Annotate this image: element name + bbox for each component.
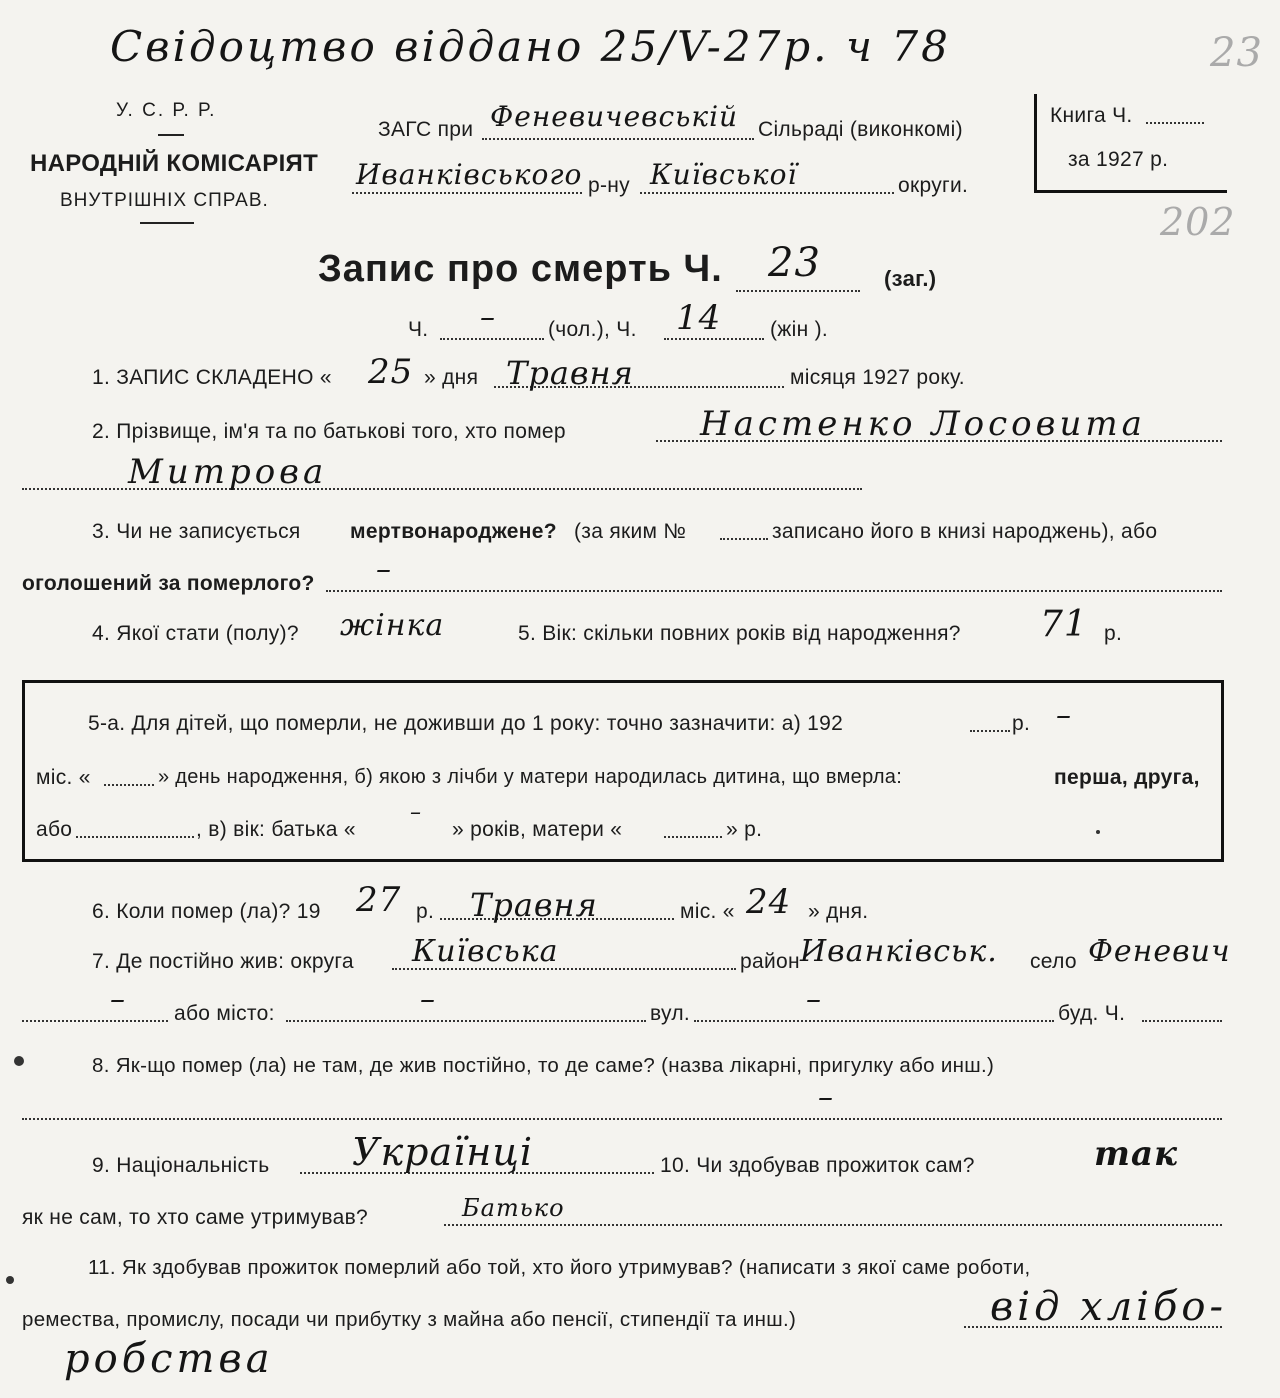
pencil-mark-top: 23 xyxy=(1210,30,1263,76)
f6-month-value: Травня xyxy=(470,886,598,924)
f9-nationality-value: Українці xyxy=(352,1130,533,1174)
zags-suffix: Сільраді (виконкомі) xyxy=(758,118,963,141)
zags-prefix: ЗАГС при xyxy=(378,118,474,141)
f5a-birth-order-options: перша, друга, xyxy=(1054,766,1200,789)
f8-label: 8. Як-що помер (ла) не там, де жив постійно, то де саме? (назва лікарні, пригулку або инш.) xyxy=(92,1054,995,1077)
f7-house-line xyxy=(1142,1020,1222,1022)
f1-day-suffix: » дня xyxy=(424,366,479,389)
f5a-other-line xyxy=(76,836,194,838)
record-number-line xyxy=(736,290,860,292)
f1-day-value: 25 xyxy=(368,352,414,392)
f7-row2-dash-3: – xyxy=(806,982,822,1017)
f5a-year-dash: – xyxy=(1056,698,1072,733)
f7-selo-label: село xyxy=(1030,950,1077,973)
f7-row2-dash-2: – xyxy=(420,982,436,1017)
f7-okruha-value: Київська xyxy=(412,934,559,969)
f6-label: 6. Коли помер (ла)? 19 xyxy=(92,900,321,923)
f3-declared-line xyxy=(326,590,1222,592)
handwritten-issuance-note: Свідоцтво віддано 25/V-27р. ч 78 xyxy=(110,22,951,71)
f7-selo-value: Феневич xyxy=(1088,934,1231,969)
f11-label-2: ремества, промислу, посади чи прибутку з майна або пенсії, стипендії та инш.) xyxy=(22,1308,797,1331)
pencil-mark-right: 202 xyxy=(1160,200,1236,244)
female-count-suffix: (жін ). xyxy=(770,318,829,341)
f5a-line-2b: » день народження, б) якою з лічби у матери народилась дитина, що вмерла: xyxy=(158,766,903,788)
f3-declared-dead-label: оголошений за померлого? xyxy=(22,572,315,595)
okruha-suffix: округи. xyxy=(898,174,969,197)
book-number-label: Книга Ч. xyxy=(1050,104,1133,127)
f5a-line-2a: міс. « xyxy=(36,766,91,789)
internal-affairs-label: ВНУТРІШНІХ СПРАВ. xyxy=(60,190,269,211)
f5-label: 5. Вік: скільки повних років від народження? xyxy=(518,622,961,645)
f5a-line-3c: » років, матери « xyxy=(452,818,623,841)
f6-day-suffix: » дня. xyxy=(808,900,869,923)
ink-speck xyxy=(14,1056,24,1066)
district-fill-line xyxy=(352,192,582,194)
record-title: Запис про смерть Ч. xyxy=(318,248,723,290)
f7-raion-label: район xyxy=(740,950,800,973)
district-suffix: р-ну xyxy=(588,174,630,197)
f11-value-2: робства xyxy=(64,1336,274,1382)
f7-street-label: вул. xyxy=(650,1002,691,1025)
f2-name-value-1: Настенко Лосовита xyxy=(700,404,1146,444)
record-number-value: 23 xyxy=(768,240,821,286)
zags-village-value: Феневичевській xyxy=(490,100,739,133)
f7-city-line xyxy=(286,1020,646,1022)
f3-declared-value: – xyxy=(376,552,392,587)
zags-fill-line xyxy=(482,138,754,140)
divider xyxy=(158,134,184,136)
f10-supporter-value: Батько xyxy=(462,1194,565,1222)
f6-year-suffix: р. xyxy=(416,900,435,923)
divider xyxy=(140,222,194,224)
f5a-year-line xyxy=(970,730,1010,732)
f7-raion-value: Иванківськ. xyxy=(800,934,998,969)
ussr-label: У. С. Р. Р. xyxy=(116,100,217,121)
f5a-father-age-value: – xyxy=(410,800,422,825)
f4-label: 4. Якої стати (полу)? xyxy=(92,622,299,645)
f5-age-value: 71 xyxy=(1040,604,1088,645)
f5a-line-3a: або xyxy=(36,818,73,841)
f7-street-line xyxy=(694,1020,1054,1022)
f7-house-label: буд. Ч. xyxy=(1058,1002,1126,1025)
f10-supporter-line xyxy=(444,1224,1222,1226)
f1-month-suffix: місяця 1927 року. xyxy=(790,366,965,389)
f3-number-line xyxy=(720,538,768,540)
f1-label: 1. ЗАПИС СКЛАДЕНО « xyxy=(92,366,332,389)
f10-supporter-label: як не сам, то хто саме утримував? xyxy=(22,1206,369,1229)
record-suffix: (заг.) xyxy=(884,266,937,291)
male-count-prefix: Ч. xyxy=(408,318,429,341)
f11-label-1: 11. Як здобував прожиток померлий або той, хто його утримував? (написати з якої саме роботи, xyxy=(88,1256,1031,1279)
f3-label-b: (за яким № xyxy=(574,520,687,543)
male-count-line xyxy=(440,338,544,340)
f5a-line-1: 5-а. Для дітей, що померли, не доживши до 1 року: точно зазначити: а) 192 xyxy=(88,712,844,735)
f2-label: 2. Прізвище, ім'я та по батькові того, хто помер xyxy=(92,420,566,443)
district-value: Иванківського xyxy=(356,158,583,191)
female-count-line xyxy=(664,338,764,340)
f8-value: – xyxy=(818,1080,834,1115)
okruha-fill-line xyxy=(640,192,894,194)
ink-speck xyxy=(1096,830,1100,834)
f11-value-1: від хлібо- xyxy=(990,1284,1227,1330)
female-count-value: 14 xyxy=(676,298,722,338)
book-year: за 1927 р. xyxy=(1068,148,1169,171)
f1-month-value: Травня xyxy=(506,354,634,392)
f5a-month-line xyxy=(104,784,154,786)
male-count-value: – xyxy=(480,300,496,335)
book-number-line xyxy=(1146,122,1204,124)
f6-day-value: 24 xyxy=(746,882,792,922)
f4-sex-value: жінка xyxy=(340,608,445,643)
f8-line xyxy=(22,1118,1222,1120)
f3-label-a: 3. Чи не записується xyxy=(92,520,301,543)
f5a-line-3b: , в) вік: батька « xyxy=(196,818,356,841)
f7-city-label: або місто: xyxy=(174,1002,275,1025)
f10-label: 10. Чи здобував прожиток сам? xyxy=(660,1154,975,1177)
f3-label-c: записано його в книзі народжень), або xyxy=(772,520,1158,543)
f7-label: 7. Де постійно жив: округа xyxy=(92,950,354,973)
f5a-line-3d: » р. xyxy=(726,818,763,841)
f10-value: так xyxy=(1094,1134,1179,1174)
f7-row2-line-a xyxy=(22,1020,168,1022)
f2-name-value-2: Митрова xyxy=(128,452,328,492)
male-count-suffix: (чол.), Ч. xyxy=(548,318,637,341)
f5-age-suffix: р. xyxy=(1104,622,1123,645)
f5a-year-suffix: р. xyxy=(1012,712,1031,735)
commissariat-label: НАРОДНІЙ КОМІСАРІЯТ xyxy=(30,150,319,177)
f9-label: 9. Національність xyxy=(92,1154,270,1177)
f6-month-suffix: міс. « xyxy=(680,900,735,923)
f3-stillborn-label: мертвонароджене? xyxy=(350,520,557,543)
f7-row2-dash-1: – xyxy=(110,982,126,1017)
okruha-value: Київської xyxy=(650,158,798,191)
ink-speck xyxy=(6,1276,14,1284)
f5a-mother-age-line xyxy=(664,836,722,838)
f6-year-value: 27 xyxy=(356,880,402,920)
